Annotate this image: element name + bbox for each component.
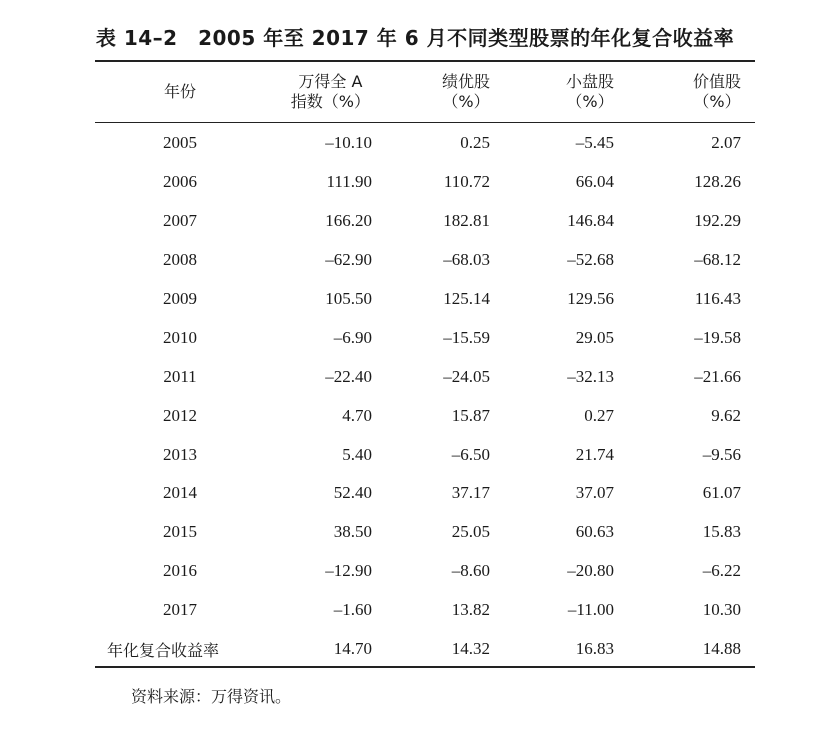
header-wind-a-line2: 指数（%） bbox=[290, 92, 370, 111]
table-body bbox=[95, 122, 755, 668]
value-cell: 66.04 bbox=[575, 172, 614, 192]
value-cell: –5.45 bbox=[575, 133, 614, 153]
value-cell: –6.50 bbox=[451, 444, 490, 464]
header-small-cap bbox=[500, 62, 624, 122]
returns-table bbox=[95, 62, 755, 668]
value-cell: –62.90 bbox=[325, 250, 372, 270]
value-cell: 29.05 bbox=[575, 327, 614, 347]
year-cell: 2010 bbox=[163, 327, 197, 347]
year-cell: 2014 bbox=[163, 483, 197, 503]
value-cell: –10.10 bbox=[325, 133, 372, 153]
value-cell: 0.27 bbox=[584, 405, 614, 425]
value-cell: –68.12 bbox=[694, 250, 741, 270]
value-cell: –11.00 bbox=[567, 600, 614, 620]
value-cell: 38.50 bbox=[333, 522, 372, 542]
year-cell: 2013 bbox=[163, 444, 197, 464]
header-value-line2: （%） bbox=[693, 92, 741, 111]
year-cell: 2005 bbox=[163, 133, 197, 153]
table-row bbox=[95, 474, 755, 513]
value-cell: 13.82 bbox=[451, 600, 490, 620]
table-row bbox=[95, 396, 755, 435]
value-cell: –21.66 bbox=[694, 366, 741, 386]
header-year: 年份 bbox=[163, 82, 196, 101]
value-cell: –52.68 bbox=[567, 250, 614, 270]
value-cell: 25.05 bbox=[451, 522, 490, 542]
header-blue-chip-line1: 绩优股 bbox=[441, 72, 490, 91]
value-cell: 15.87 bbox=[451, 405, 490, 425]
table-row bbox=[95, 552, 755, 591]
value-cell: –68.03 bbox=[443, 250, 490, 270]
table-row bbox=[95, 122, 755, 163]
year-cell: 2006 bbox=[163, 172, 197, 192]
table-row bbox=[95, 357, 755, 396]
value-cell: –9.56 bbox=[702, 444, 741, 464]
value-cell: –24.05 bbox=[443, 366, 490, 386]
value-cell: 192.29 bbox=[694, 211, 741, 231]
year-cell: 2009 bbox=[163, 289, 197, 308]
table-row bbox=[95, 591, 755, 630]
value-cell: –1.60 bbox=[333, 600, 372, 620]
year-cell: 2017 bbox=[163, 600, 197, 620]
header-wind-a-line1: 万得全 A bbox=[298, 72, 363, 91]
table-row bbox=[95, 435, 755, 474]
table-row bbox=[95, 280, 755, 319]
value-cell: 37.07 bbox=[575, 483, 614, 503]
value-cell: 166.20 bbox=[325, 211, 372, 231]
value-cell: –15.59 bbox=[443, 327, 490, 347]
value-cell: –6.90 bbox=[333, 327, 372, 347]
value-cell: –12.90 bbox=[325, 561, 372, 581]
summary-label: 年化复合收益率 bbox=[107, 640, 220, 660]
value-cell: 0.25 bbox=[460, 133, 490, 153]
value-cell: 37.17 bbox=[451, 483, 490, 503]
year-cell: 2012 bbox=[163, 405, 197, 425]
value-cell: 15.83 bbox=[702, 522, 741, 542]
value-cell: 2.07 bbox=[711, 133, 741, 153]
table-row bbox=[95, 163, 755, 202]
header-row bbox=[95, 62, 755, 122]
value-cell: 129.56 bbox=[567, 289, 614, 308]
year-cell: 2007 bbox=[163, 211, 197, 231]
value-cell: 146.84 bbox=[567, 211, 614, 231]
value-cell: 52.40 bbox=[333, 483, 372, 503]
header-wind-a bbox=[265, 62, 380, 122]
value-cell: –8.60 bbox=[451, 561, 490, 581]
value-cell: 128.26 bbox=[694, 172, 741, 192]
summary-row bbox=[95, 630, 755, 669]
header-value-line1: 价值股 bbox=[692, 72, 741, 91]
value-cell: 105.50 bbox=[325, 289, 372, 308]
table-row bbox=[95, 241, 755, 280]
year-cell: 2015 bbox=[163, 522, 197, 542]
header-value bbox=[624, 62, 755, 122]
value-cell: 111.90 bbox=[326, 172, 372, 192]
summary-value: 14.32 bbox=[451, 639, 490, 659]
header-small-cap-line2: （%） bbox=[566, 92, 614, 111]
table-row bbox=[95, 513, 755, 552]
value-cell: 21.74 bbox=[575, 444, 614, 464]
table-row bbox=[95, 202, 755, 241]
value-cell: –19.58 bbox=[694, 327, 741, 347]
summary-value: 16.83 bbox=[575, 639, 614, 659]
value-cell: 125.14 bbox=[443, 289, 490, 308]
value-cell: 110.72 bbox=[443, 172, 490, 192]
summary-value: 14.70 bbox=[333, 639, 372, 659]
year-cell: 2008 bbox=[163, 250, 197, 270]
year-cell: 2011 bbox=[163, 366, 197, 386]
summary-value: 14.88 bbox=[702, 639, 741, 659]
value-cell: 4.70 bbox=[342, 405, 372, 425]
table-row bbox=[95, 318, 755, 357]
value-cell: 10.30 bbox=[702, 600, 741, 620]
value-cell: 9.62 bbox=[711, 405, 741, 425]
value-cell: 116.43 bbox=[694, 289, 741, 308]
value-cell: –22.40 bbox=[325, 366, 372, 386]
header-small-cap-line1: 小盘股 bbox=[565, 72, 614, 91]
source-note: 资料来源：万得资讯。 bbox=[131, 687, 292, 706]
value-cell: 61.07 bbox=[702, 483, 741, 503]
header-blue-chip bbox=[380, 62, 500, 122]
value-cell: 5.40 bbox=[342, 444, 372, 464]
value-cell: –6.22 bbox=[702, 561, 741, 581]
table-title: 表 14–2 2005 年至 2017 年 6 月不同类型股票的年化复合收益率 bbox=[95, 26, 735, 50]
value-cell: –20.80 bbox=[567, 561, 614, 581]
year-cell: 2016 bbox=[163, 561, 197, 581]
value-cell: 182.81 bbox=[443, 211, 490, 231]
value-cell: –32.13 bbox=[567, 366, 614, 386]
header-blue-chip-line2: （%） bbox=[442, 92, 490, 111]
value-cell: 60.63 bbox=[575, 522, 614, 542]
